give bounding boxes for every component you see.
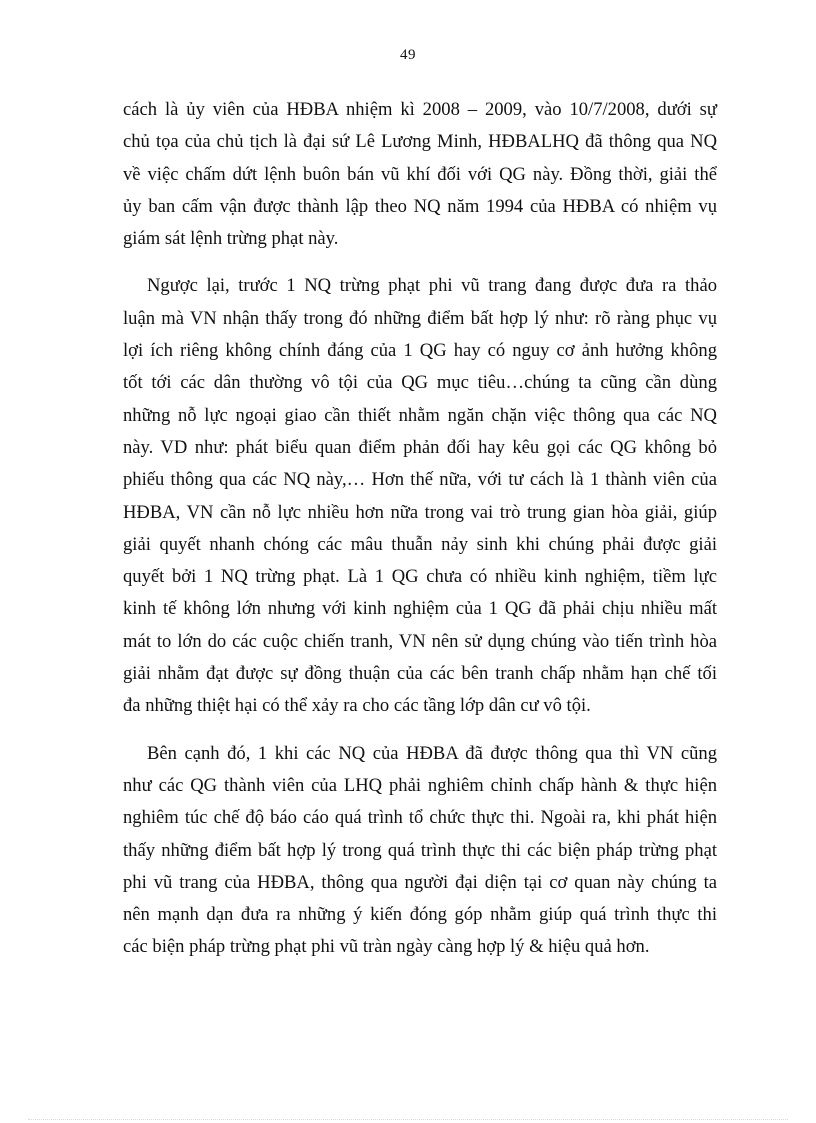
page-bottom-divider: [28, 1119, 788, 1120]
text-line: như các QG thành viên của LHQ phải nghiêm chỉnh chấp hành & thực hiện: [123, 774, 717, 796]
text-line: nghiêm túc chế độ báo cáo quá trình tổ chức thực thi. Ngoài ra, khi phát hiện: [123, 807, 717, 829]
text-line: các biện pháp trừng phạt phi vũ tràn ngày càng hợp lý & hiệu quả hơn.: [123, 936, 650, 958]
text-line: Ngược lại, trước 1 NQ trừng phạt phi vũ trang đang được đưa ra thảo: [147, 275, 717, 297]
text-line: Bên cạnh đó, 1 khi các NQ của HĐBA đã được thông qua thì VN cũng: [147, 742, 717, 764]
text-line: tốt tới các dân thường vô tội của QG mục tiêu…chúng ta cũng cần dùng: [123, 372, 717, 394]
text-line: mát to lớn do các cuộc chiến tranh, VN nên sử dụng chúng vào tiến trình hòa: [123, 630, 717, 652]
text-line: thấy những điểm bất hợp lý trong quá trình thực thi các biện pháp trừng phạt: [123, 839, 717, 861]
text-line: nên mạnh dạn đưa ra những ý kiến đóng góp nhằm giúp quá trình thực thi: [123, 904, 717, 926]
text-line: kinh tế không lớn nhưng với kinh nghiệm của 1 QG đã phải chịu nhiều mất: [123, 598, 717, 620]
paragraph-2: [123, 270, 717, 722]
text-line: luận mà VN nhận thấy trong đó những điểm bất hợp lý như: rõ ràng phục vụ: [123, 307, 717, 329]
text-line: phiếu thông qua các NQ này,… Hơn thế nữa, với tư cách là 1 thành viên của: [123, 469, 717, 491]
page-number: 49: [400, 47, 416, 63]
text-line: giải nhằm đạt được sự đồng thuận của các bên tranh chấp nhằm hạn chế tối: [123, 663, 717, 685]
text-line: quyết bởi 1 NQ trừng phạt. Là 1 QG chưa có nhiều kinh nghiệm, tiềm lực: [123, 566, 717, 588]
text-line: chủ tọa của chủ tịch là đại sứ Lê Lương Minh, HĐBALHQ đã thông qua NQ: [123, 131, 717, 153]
text-line: ủy ban cấm vận được thành lập theo NQ năm 1994 của HĐBA có nhiệm vụ: [123, 195, 717, 217]
text-line: HĐBA, VN cần nỗ lực nhiều hơn nữa trong vai trò trung gian hòa giải, giúp: [123, 501, 717, 523]
paragraph-3: [123, 738, 717, 964]
text-line: đa những thiệt hại có thể xảy ra cho các tầng lớp dân cư vô tội.: [123, 695, 591, 717]
text-line: giải quyết nhanh chóng các mâu thuẫn nảy sinh khi chúng phải được giải: [123, 533, 717, 555]
text-line: lợi ích riêng không chính đáng của 1 QG hay có nguy cơ ảnh hưởng không: [123, 340, 717, 362]
text-line: cách là ủy viên của HĐBA nhiệm kì 2008 – 2009, vào 10/7/2008, dưới sự: [123, 99, 717, 120]
text-line: giám sát lệnh trừng phạt này.: [123, 228, 339, 250]
text-line: này. VD như: phát biểu quan điểm phản đối hay kêu gọi các QG không bỏ: [123, 436, 717, 458]
document-body: [123, 94, 717, 964]
paragraph-1: [123, 94, 717, 255]
text-line: phi vũ trang của HĐBA, thông qua người đại diện tại cơ quan này chúng ta: [123, 871, 717, 893]
text-line: về việc chấm dứt lệnh buôn bán vũ khí đối với QG này. Đồng thời, giải thể: [123, 163, 717, 185]
text-line: những nỗ lực ngoại giao cần thiết nhằm ngăn chặn việc thông qua các NQ: [123, 404, 717, 426]
